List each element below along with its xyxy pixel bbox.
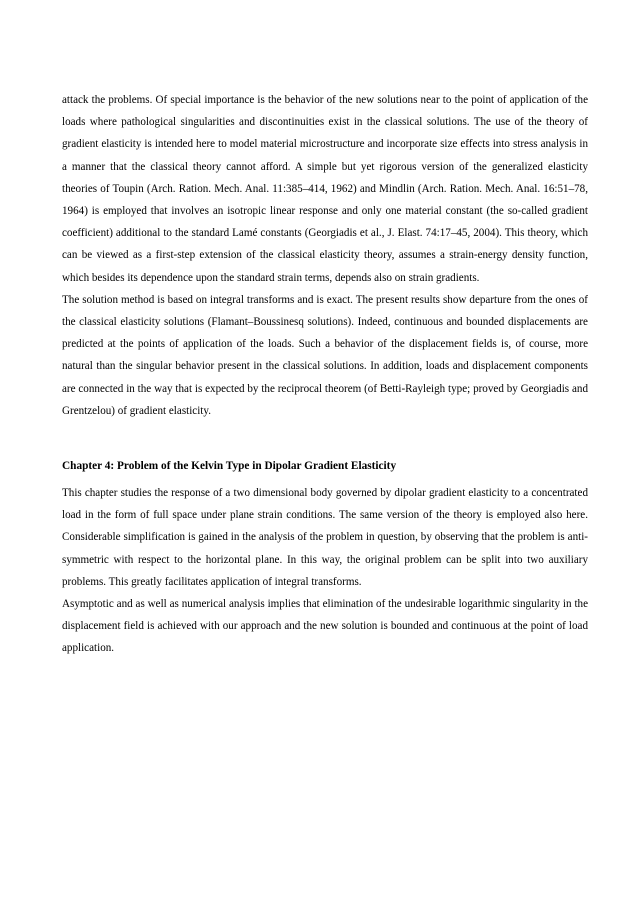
paragraph-gradient-elasticity-intro: attack the problems. Of special importance is the behavior of the new solutions near to the point of application of the loads where pathological singularities and discontinuities exist in the classical solutions. The use of the theory of gradient elasticity is intended here to model material microstructure and incorporate size effects into stress analysis in a manner that the classical theory cannot afford. A simple but yet rigorous version of the generalized elasticity theories of Toupin (Arch. Ration. Mech. Anal. 11:385–414, 1962) and Mindlin (Arch. Ration. Mech. Anal. 16:51–78, 1964) is employed that involves an isotropic linear response and only one material constant (the so-called gradient coefficient) additional to the standard Lamé constants (Georgiadis et al., J. Elast. 74:17–45, 2004). This theory, which can be viewed as a first-step extension of the classical elasticity theory, assumes a strain-energy density function, which besides its dependence upon the standard strain terms, depends also on strain gradients. (62, 94, 588, 284)
paragraph-solution-method: The solution method is based on integral transforms and is exact. The present results show departure from the ones of the classical elasticity solutions (Flamant–Boussinesq solutions). Indeed, continuous and bounded displacements are predicted at the points of application of the loads. Such a behavior of the displacement fields is, of course, more natural than the singular behavior present in the classical solutions. In addition, loads and displacement components are connected in the way that is expected by the reciprocal theorem (of Betti-Rayleigh type; proved by Georgiadis and Grentzelou) of gradient elasticity. (62, 293, 588, 417)
chapter-4-heading: Chapter 4: Problem of the Kelvin Type in Dipolar Gradient Elasticity (62, 460, 397, 473)
paragraph-chapter4-analysis: Asymptotic and as well as numerical analysis implies that elimination of the undesirable logarithmic singularity in the displacement field is achieved with our approach and the new solution is bounded and continuous at the point of load application. (62, 598, 588, 655)
document-page (62, 89, 588, 660)
paragraph-chapter4-overview: This chapter studies the response of a two dimensional body governed by dipolar gradient elasticity to a concentrated load in the form of full space under plane strain conditions. The same version of the theory is employed also here. Considerable simplification is gained in the analysis of the problem in question, by observing that the problem is anti-symmetric with respect to the horizontal plane. In this way, the original problem can be split into two auxiliary problems. This greatly facilitates application of integral transforms. (62, 487, 588, 588)
